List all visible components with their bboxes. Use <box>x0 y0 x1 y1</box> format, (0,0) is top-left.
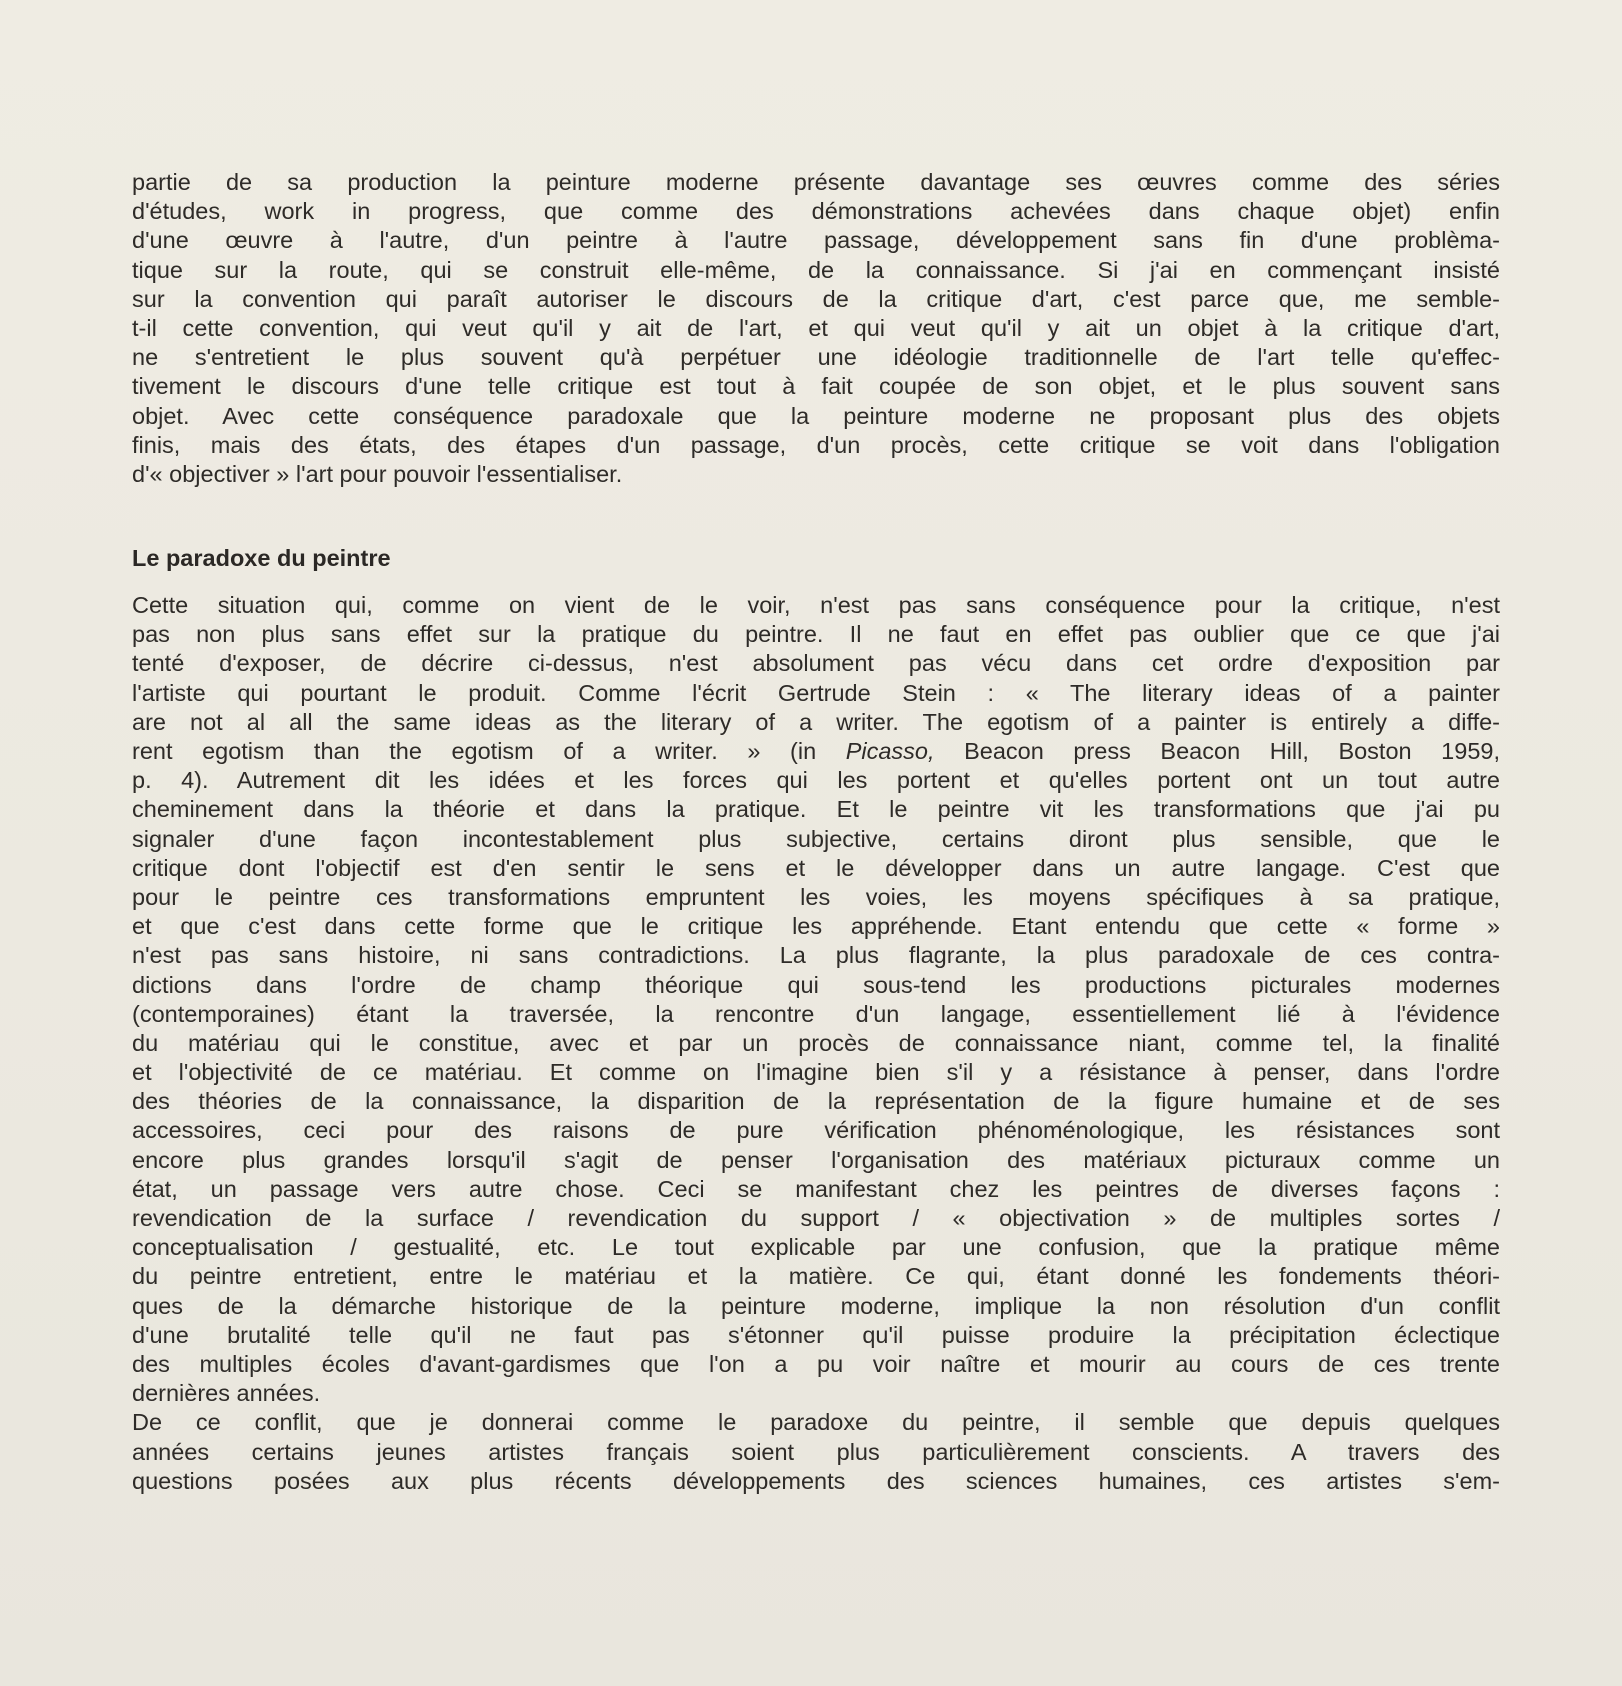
paragraph-1 <box>132 591 1500 1408</box>
text-line: dernières années. <box>132 1380 321 1407</box>
text-line: t-il cette convention, qui veut qu'il y ait de l'art, et qui veut qu'il y ait un objet à la critique d'art, <box>132 314 1500 341</box>
text-line: années certains jeunes artistes français soient plus particulièrement conscients. A travers des <box>132 1438 1500 1465</box>
text-line: l'artiste qui pourtant le produit. Comme l'écrit Gertrude Stein : « The literary ideas of a painter <box>132 679 1500 706</box>
text-line: cheminement dans la théorie et dans la pratique. Et le peintre vit les transformations que j'ai pu <box>132 796 1500 823</box>
text-line: ne s'entretient le plus souvent qu'à perpétuer une idéologie traditionnelle de l'art telle qu'effec- <box>132 344 1500 371</box>
text-line: conceptualisation / gestualité, etc. Le tout explicable par une confusion, que la pratique même <box>132 1234 1500 1261</box>
text-line: signaler d'une façon incontestablement plus subjective, certains diront plus sensible, que le <box>132 825 1500 852</box>
text-line: n'est pas sans histoire, ni sans contradictions. La plus flagrante, la plus paradoxale de ces contra- <box>132 942 1500 969</box>
text-line: et l'objectivité de ce matériau. Et comme on l'imagine bien s'il y a résistance à penser, dans l'ordre <box>132 1059 1500 1086</box>
text-line: De ce conflit, que je donnerai comme le paradoxe du peintre, il semble que depuis quelques <box>132 1409 1500 1436</box>
text-line: des multiples écoles d'avant-gardismes que l'on a pu voir naître et mourir au cours de ces trente <box>132 1350 1500 1377</box>
text-line: état, un passage vers autre chose. Ceci se manifestant chez les peintres de diverses façons : <box>132 1175 1500 1202</box>
text-line: partie de sa production la peinture moderne présente davantage ses œuvres comme des séries <box>132 169 1500 195</box>
text-line: objet. Avec cette conséquence paradoxale que la peinture moderne ne proposant plus des objets <box>132 402 1500 429</box>
text-line: tique sur la route, qui se construit elle-même, de la connaissance. Si j'ai en commençant insisté <box>132 256 1500 283</box>
text-column <box>132 168 1500 1496</box>
citation-text: rent egotism than the egotism of a writer. » (in <box>132 738 846 764</box>
text-line: sur la convention qui paraît autoriser le discours de la critique d'art, c'est parce que, me semble- <box>132 285 1500 312</box>
text-line: revendication de la surface / revendication du support / « objectivation » de multiples sortes / <box>132 1205 1500 1231</box>
text-line: ques de la démarche historique de la peinture moderne, implique la non résolution d'un conflit <box>132 1292 1500 1319</box>
text-line: critique dont l'objectif est d'en sentir le sens et le développer dans un autre langage. C'est que <box>132 854 1500 881</box>
text-line: et que c'est dans cette forme que le critique les appréhende. Etant entendu que cette « forme » <box>132 913 1500 940</box>
citation-line <box>132 737 1500 766</box>
text-line: pour le peintre ces transformations empruntent les voies, les moyens spécifiques à sa pratique, <box>132 883 1500 910</box>
text-line: (contemporaines) étant la traversée, la rencontre d'un langage, essentiellement lié à l'évidence <box>132 1000 1500 1027</box>
book-title: Picasso, <box>845 738 935 764</box>
citation-source: Beacon press Beacon Hill, Boston 1959, <box>934 738 1500 764</box>
text-line: d'« objectiver » l'art pour pouvoir l'essentialiser. <box>132 460 623 487</box>
section-heading: Le paradoxe du peintre <box>132 545 391 572</box>
text-line: du matériau qui le constitue, avec et par un procès de connaissance niant, comme tel, la finalité <box>132 1029 1500 1056</box>
text-line: d'une brutalité telle qu'il ne faut pas s'étonner qu'il puisse produire la précipitation éclectique <box>132 1321 1500 1348</box>
text-line: du peintre entretient, entre le matériau et la matière. Ce qui, étant donné les fondements théori- <box>132 1263 1500 1290</box>
paragraph-2 <box>132 1408 1500 1496</box>
text-line: finis, mais des états, des étapes d'un passage, d'un procès, cette critique se voit dans l'obligation <box>132 431 1500 458</box>
text-line: are not al all the same ideas as the literary of a writer. The egotism of a painter is entirely a diffe- <box>132 708 1500 735</box>
text-line: d'études, work in progress, que comme des démonstrations achevées dans chaque objet) enfin <box>132 198 1500 225</box>
text-line: d'une œuvre à l'autre, d'un peintre à l'autre passage, développement sans fin d'une problèma- <box>132 227 1500 254</box>
text-line: pas non plus sans effet sur la pratique du peintre. Il ne faut en effet pas oublier que ce que j'ai <box>132 621 1500 648</box>
text-line: Cette situation qui, comme on vient de le voir, n'est pas sans conséquence pour la critique, n'est <box>132 592 1500 619</box>
text-line: des théories de la connaissance, la disparition de la représentation de la figure humaine et de ses <box>132 1088 1500 1115</box>
text-line: tenté d'exposer, de décrire ci-dessus, n'est absolument pas vécu dans cet ordre d'exposition par <box>132 650 1500 677</box>
text-line: dictions dans l'ordre de champ théorique qui sous-tend les productions picturales modernes <box>132 971 1500 998</box>
text-line: p. 4). Autrement dit les idées et les forces qui les portent et qu'elles portent ont un tout autre <box>132 767 1500 794</box>
text-line: encore plus grandes lorsqu'il s'agit de penser l'organisation des matériaux picturaux comme un <box>132 1146 1500 1173</box>
text-line: accessoires, ceci pour des raisons de pure vérification phénoménologique, les résistances sont <box>132 1117 1500 1144</box>
text-line: tivement le discours d'une telle critique est tout à fait coupée de son objet, et le plus souvent sans <box>132 373 1500 400</box>
text-line: questions posées aux plus récents développements des sciences humaines, ces artistes s'em- <box>132 1467 1500 1494</box>
intro-paragraph <box>132 168 1500 489</box>
